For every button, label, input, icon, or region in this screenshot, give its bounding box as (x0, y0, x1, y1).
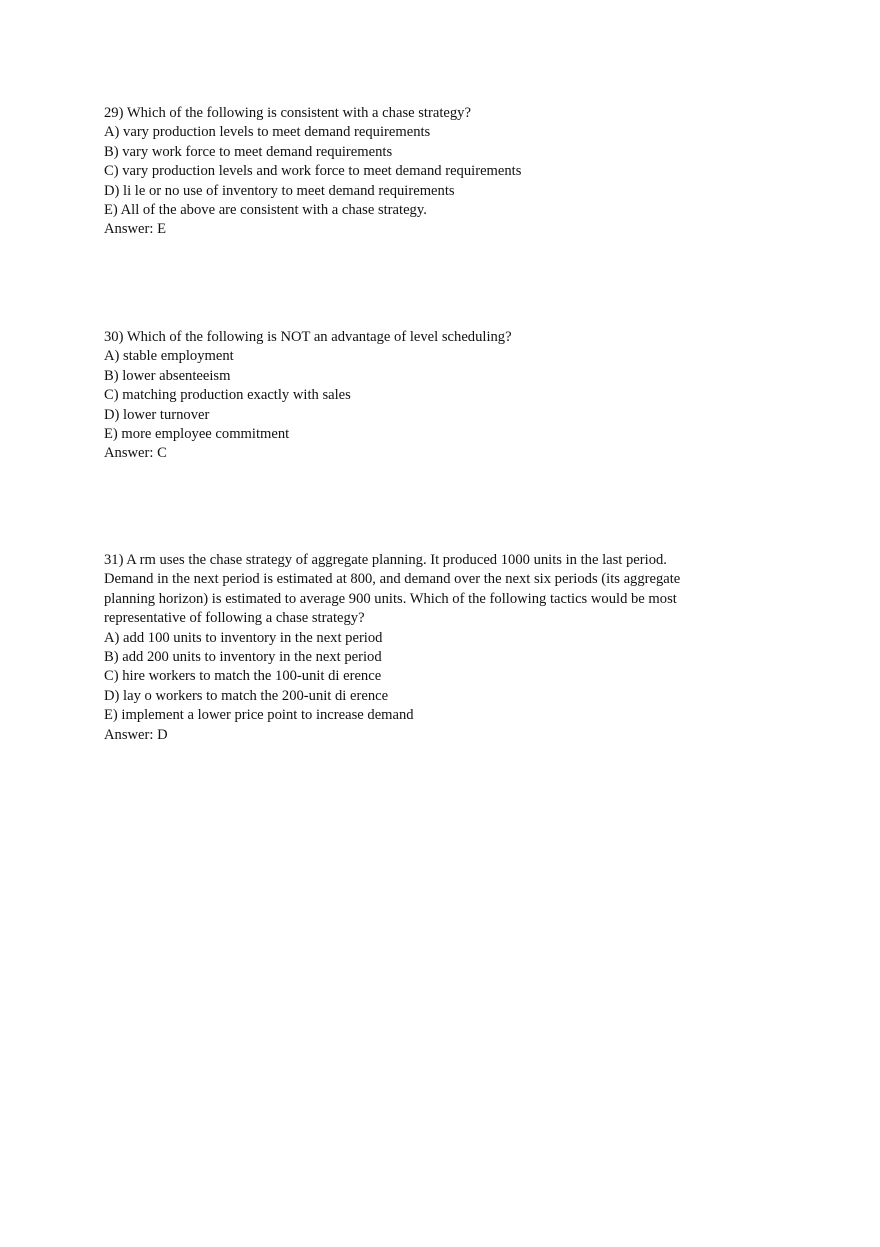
stem-line: planning horizon) is estimated to average 900 units. Which of the following tactics would be most (104, 590, 677, 607)
option-d: D) lower turnover (104, 406, 210, 423)
stem-line: 31) A rm uses the chase strategy of aggregate planning. It produced 1000 units in the last period. (104, 552, 667, 568)
option-a: A) vary production levels to meet demand requirements (104, 124, 431, 141)
option-c: C) matching production exactly with sales (104, 387, 351, 404)
option-e: E) All of the above are consistent with a chase strategy. (104, 202, 427, 219)
stem-line: 29) Which of the following is consistent with a chase strategy? (104, 105, 471, 121)
option-b: B) lower absenteeism (104, 367, 231, 384)
option-b: B) add 200 units to inventory in the next period (104, 649, 382, 666)
option-c: C) hire workers to match the 100-unit di erence (104, 668, 382, 685)
option-d: D) lay o workers to match the 200-unit di erence (104, 687, 389, 704)
question-stem (104, 328, 754, 347)
option-c: C) vary production levels and work force to meet demand requirements (104, 163, 522, 180)
stem-line: Demand in the next period is estimated at 800, and demand over the next six periods (its aggregate (104, 571, 681, 588)
stem-line: 30) Which of the following is NOT an advantage of level scheduling? (104, 329, 512, 345)
option-a: A) stable employment (104, 348, 234, 365)
question-30 (104, 328, 754, 464)
answer-options (104, 629, 754, 726)
answer-key: Answer: C (104, 445, 167, 462)
question-31 (104, 551, 754, 745)
answer-key: Answer: E (104, 221, 167, 238)
question-stem (104, 104, 754, 123)
answer-options (104, 347, 754, 444)
question-29 (104, 104, 754, 240)
option-b: B) vary work force to meet demand requirements (104, 143, 393, 160)
stem-line: representative of following a chase strategy? (104, 610, 365, 627)
option-d: D) li le or no use of inventory to meet demand requirements (104, 182, 455, 199)
question-stem (104, 551, 754, 629)
answer-options (104, 123, 754, 220)
answer-key: Answer: D (104, 726, 168, 743)
option-e: E) implement a lower price point to increase demand (104, 707, 414, 724)
option-e: E) more employee commitment (104, 426, 290, 443)
option-a: A) add 100 units to inventory in the next period (104, 629, 383, 646)
